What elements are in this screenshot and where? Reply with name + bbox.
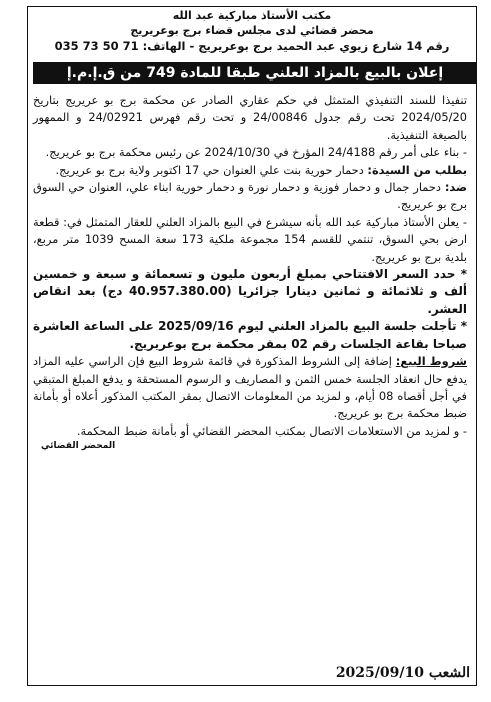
requester-text: دحمار حورية بنت علي العنوان حي 17 اكتوبر ولاية برج بو عريريج. xyxy=(55,162,368,177)
requester-label: بطلب من السيدة: xyxy=(367,162,467,177)
bailiff-signature: المحضر القضائي xyxy=(41,441,116,452)
notice-document xyxy=(33,8,471,456)
paragraph-requester xyxy=(33,162,467,179)
notice-body xyxy=(33,92,471,456)
paragraph-order: - بناء على أمر رقم 24/4188 المؤرخ في 2024/10/30 عن رئيس محكمة برج بو عريريج. xyxy=(45,145,467,160)
paragraph-enforcement: تنفيذا للسند التنفيذي المتمثل في حكم عقاري الصادر عن محكمة برج بو عريريج بتاريخ 2024/05/20 تحت رقم جدول 24/00846 و تحت رقم فهرس 24/02921 و الممهور بالصيغة التنفيذية. xyxy=(33,93,468,142)
bailiff-title: محضر قضائي لدى مجلس قضاء برج بوعريريج xyxy=(130,24,374,37)
paragraph-session-date: * تأجلت جلسة البيع بالمزاد العلني ليوم 2025/09/16 على الساعة العاشرة صباحا بقاعة الجلسات رقم 02 بمقر محكمة برج بوعريريج. xyxy=(33,319,468,351)
notice-title-bar: إعلان بالبيع بالمزاد العلني طبقا للمادة 749 من ق.إ.م.إ xyxy=(33,62,477,84)
against-text: دحمار جمال و دحمار فوزية و دحمار نورة و دحمار حورية ابناء علي، العنوان حي السوق برج بو عريريج. xyxy=(33,180,467,212)
against-label: ضد: xyxy=(444,180,467,195)
newspaper-footer xyxy=(305,665,470,681)
paragraph-against xyxy=(33,179,467,214)
publication-date: 2025/09/10 xyxy=(335,665,424,681)
paragraph-inquiries: - و لمزيد من الاستعلامات الاتصال بمكتب المحضر القضائي أو بأمانة ضبط المحكمة. xyxy=(76,423,467,438)
address-phone: رقم 14 شارع زيوي عبد الحميد برج بوعريريج - الهاتف: 71 50 73 035 xyxy=(54,39,450,53)
office-name: مكتب الأستاذ مباركية عبد الله xyxy=(172,9,332,22)
paragraph-opening-price: * حدد السعر الافتتاحي بمبلغ أربعون مليون و تسعمائة و سبعة و خمسين ألف و ثلاثمائة و ثمانين دينارا جزائريا (40.957.380.00 دج) بعد انقاص العشر. xyxy=(33,267,467,316)
paragraph-property: - يعلن الأستاذ مباركية عبد الله بأنه سيشرع في البيع بالمزاد العلني للعقار المتمثل في: قطعة ارض بحي السوق، تنتمي للقسم 154 مجموعة ملكية 173 سعة المسح 1039 متر مربع، بلدية برج بو عريريج. xyxy=(33,214,467,264)
conditions-label: شروط البيع: xyxy=(395,354,467,369)
paragraph-conditions xyxy=(33,353,467,423)
newspaper-name: الشعب xyxy=(428,665,470,681)
conditions-text: إضافة إلى الشروط المذكورة في قائمة شروط البيع فإن الراسي عليه المزاد يدفع حال انعقاد الجلسة خمس الثمن و المصاريف و الرسوم المستحقة و يدفع المبلغ المتبقي في أجل أقصاه 08 أيام، و لمزيد من المعلومات الاتصال بمقر المكتب المذكور أعلاه أو بأمانة ضبط محكمة برج بو عريريج. xyxy=(33,354,467,421)
